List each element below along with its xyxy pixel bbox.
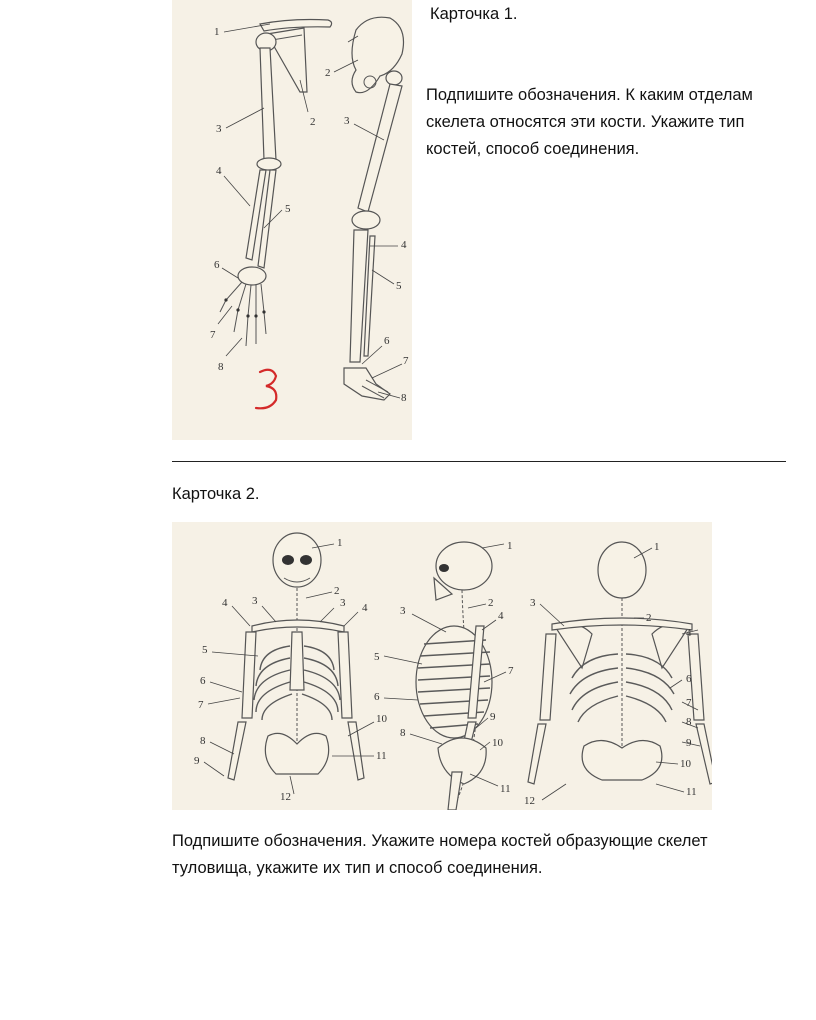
svg-text:6: 6: [686, 673, 692, 685]
svg-text:11: 11: [376, 750, 387, 762]
svg-text:7: 7: [210, 329, 216, 341]
svg-text:6: 6: [384, 335, 390, 347]
svg-text:3: 3: [400, 605, 406, 617]
svg-text:5: 5: [374, 651, 380, 663]
svg-text:10: 10: [492, 737, 503, 749]
svg-text:6: 6: [214, 259, 220, 271]
card2-title: Карточка 2.: [172, 485, 260, 503]
svg-text:3: 3: [530, 597, 536, 609]
svg-text:9: 9: [686, 737, 692, 749]
svg-text:4: 4: [686, 627, 692, 639]
svg-text:2: 2: [325, 67, 331, 79]
svg-text:9: 9: [194, 755, 200, 767]
svg-text:7: 7: [198, 699, 204, 711]
svg-text:1: 1: [507, 540, 513, 552]
svg-text:4: 4: [362, 602, 368, 614]
svg-text:2: 2: [488, 597, 494, 609]
svg-text:3: 3: [340, 597, 346, 609]
svg-text:8: 8: [218, 361, 224, 373]
svg-text:8: 8: [401, 392, 407, 404]
svg-text:3: 3: [216, 123, 222, 135]
svg-text:2: 2: [646, 612, 652, 624]
svg-text:8: 8: [200, 735, 206, 747]
svg-text:7: 7: [403, 355, 409, 367]
card1-title: Карточка 1.: [430, 5, 518, 23]
svg-text:7: 7: [686, 697, 692, 709]
svg-text:3: 3: [252, 595, 258, 607]
svg-text:1: 1: [654, 541, 660, 553]
svg-text:7: 7: [508, 665, 514, 677]
card2-skeleton-figure: [172, 522, 712, 810]
svg-text:3: 3: [344, 115, 350, 127]
svg-text:4: 4: [216, 165, 222, 177]
svg-text:5: 5: [396, 280, 402, 292]
svg-text:1: 1: [214, 26, 220, 38]
svg-text:2: 2: [310, 116, 316, 128]
svg-text:10: 10: [376, 713, 387, 725]
svg-text:5: 5: [285, 203, 291, 215]
svg-text:6: 6: [200, 675, 206, 687]
svg-text:12: 12: [524, 795, 535, 807]
svg-text:11: 11: [500, 783, 511, 795]
card2-task-text: Подпишите обозначения. Укажите номера костей образующие скелет туловища, укажите их тип и способ соединения.: [172, 832, 708, 877]
svg-text:8: 8: [400, 727, 406, 739]
svg-text:5: 5: [202, 644, 208, 656]
card1-skeleton-figure: [172, 0, 412, 440]
svg-text:8: 8: [686, 716, 692, 728]
svg-text:1: 1: [337, 537, 343, 549]
svg-text:4: 4: [401, 239, 407, 251]
svg-text:9: 9: [490, 711, 496, 723]
svg-text:6: 6: [374, 691, 380, 703]
card-divider: [172, 461, 786, 462]
svg-text:11: 11: [686, 786, 697, 798]
svg-text:4: 4: [222, 597, 228, 609]
svg-text:4: 4: [498, 610, 504, 622]
svg-text:12: 12: [280, 791, 291, 803]
card1-task-text: Подпишите обозначения. К каким отделам скелета относятся эти кости. Укажите тип костей, способ соединения.: [426, 86, 753, 158]
svg-text:10: 10: [680, 758, 691, 770]
svg-text:2: 2: [334, 585, 340, 597]
